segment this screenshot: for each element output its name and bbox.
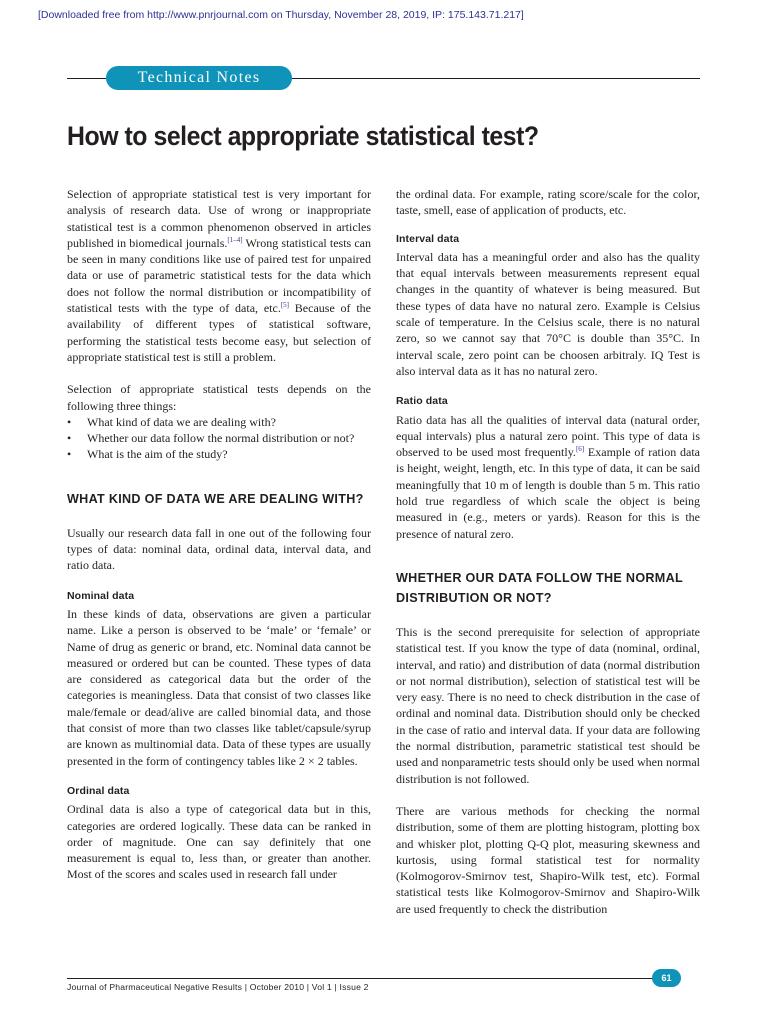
methods-paragraph: There are various methods for checking the normal distribution, some of them are plotting histogram, plotting box and whisker plot, plotting Q-Q plot, measuring skewness and kurtosis, using formal statistical test for normality (Kolmogorov-Smirnov test, Shapiro-Wilk test, etc). Formal statistical tests like Kolmogorov-Smirnov and Shapiro-Wilk are used frequently to check the distribution: [396, 803, 700, 916]
right-column: [396, 186, 700, 917]
subheading-ratio: Ratio data: [396, 395, 448, 408]
list-item: • What kind of data we are dealing with?: [67, 414, 371, 430]
footer-rule: [67, 978, 670, 979]
section-tag: Technical Notes: [106, 66, 292, 90]
criteria-list: [67, 414, 371, 463]
normality-paragraph: This is the second prerequisite for selection of appropriate statistical test. If you know the type of data (nominal, ordinal, interval, and ratio) and distribution of data (normal distribution or not normal distribution), selection of statistical test will be very easy. There is no need to check distribution in the case of ordinal and nominal data. Distribution should only be checked in the case of ratio and interval data. If your data are following the normal distribution, parametric statistical test should be used and nonparametric tests should only be used when normal distribution is not followed.: [396, 624, 700, 786]
list-item: • Whether our data follow the normal distribution or not?: [67, 430, 371, 446]
subheading-ordinal: Ordinal data: [67, 784, 130, 797]
download-notice: [Downloaded free from http://www.pnrjournal.com on Thursday, November 28, 2019, IP: 175.143.71.217]: [38, 9, 524, 21]
ordinal-paragraph: Ordinal data is also a type of categorical data but in this, categories are ordered logically. These data can be ranked in order of magnitude. One can say definitely that one measurement is equal to, less than, or greater than another. Most of the scores and scales used in research fall under: [67, 802, 371, 882]
subheading-nominal: Nominal data: [67, 589, 135, 602]
ratio-paragraph: Ratio data has all the qualities of interval data (natural order, equal intervals) plus a natural zero point. This type of data is observed to be used most frequently.[6] Example of ration data is height, weight, length, etc. In this type of data, it can be said meaningfully that 10 m of length is double than 5 m. This ratio hold true regardless of which scale the object is being measured in (e.g., meters or yards). Reason for this is the presence of natural zero.: [396, 412, 700, 541]
intro-paragraph: Selection of appropriate statistical test is very important for analysis of research data. Use of wrong or inappropriate statistical test is a common phenomenon observed in articles published in biomedical journals.[1–4] Wrong statistical tests can be seen in many conditions like use of paired test for unpaired data or use of parametric statistical tests for the data which does not follow the normal distribution or incompatibility of statistical tests with the type of data, etc.[5] Because of the availability of different types of statistical software, performing the statistical tests become easy, but selection of appropriate statistical test is still a problem.: [67, 187, 372, 364]
citation-ref[interactable]: [5]: [280, 301, 289, 310]
criteria-paragraph: Selection of appropriate statistical tests depends on the following three things:: [67, 382, 371, 413]
subheading-interval: Interval data: [396, 232, 460, 245]
section-heading-normality: WHETHER OUR DATA FOLLOW THE NORMAL DISTRIBUTION OR NOT?: [396, 570, 683, 605]
list-item: • What is the aim of the study?: [67, 446, 371, 462]
interval-paragraph: Interval data has a meaningful order and also has the quality that equal intervals between measurements represent equal changes in the quantity of whatever is being measured. But these types of data have no natural zero. Example is Celsius scale of temperature. In the Celsius scale, there is no natural zero, so we cannot say that 70°C is double than 35°C. In interval scale, zero point can be choosen arbitraly. IQ Test is also interval data as it has no natural zero.: [396, 249, 700, 378]
citation-ref[interactable]: [6]: [575, 445, 585, 454]
nominal-paragraph: In these kinds of data, observations are given a particular name. Like a person is observed to be ‘male’ or ‘female’ or Name of drug as generic or brand, etc. Nominal data cannot be measured or ordered but can be counted. These types of data are considered as categorical data but the order of the categories is meaningless. Data that consist of two classes like male/female or dead/alive are called binomial data, and those that consist of more than two classes like tablet/capsule/syrup are known as multinomial data. Data of these types are usually presented in the form of contingency tables like 2 × 2 tables.: [67, 606, 371, 768]
page-number: 61: [652, 969, 681, 987]
citation-ref[interactable]: [1–4]: [227, 235, 243, 244]
ordinal-continuation: the ordinal data. For example, rating score/scale for the color, taste, smell, ease of application of products, etc.: [396, 187, 700, 218]
data-types-paragraph: Usually our research data fall in one out of the following four types of data: nominal data, ordinal data, interval data, and ratio data.: [67, 525, 371, 573]
section-heading-data-kind: WHAT KIND OF DATA WE ARE DEALING WITH?: [67, 491, 364, 506]
journal-footer: Journal of Pharmaceutical Negative Results | October 2010 | Vol 1 | Issue 2: [67, 982, 369, 992]
left-column: [67, 186, 371, 883]
article-title: How to select appropriate statistical test?: [67, 121, 539, 151]
